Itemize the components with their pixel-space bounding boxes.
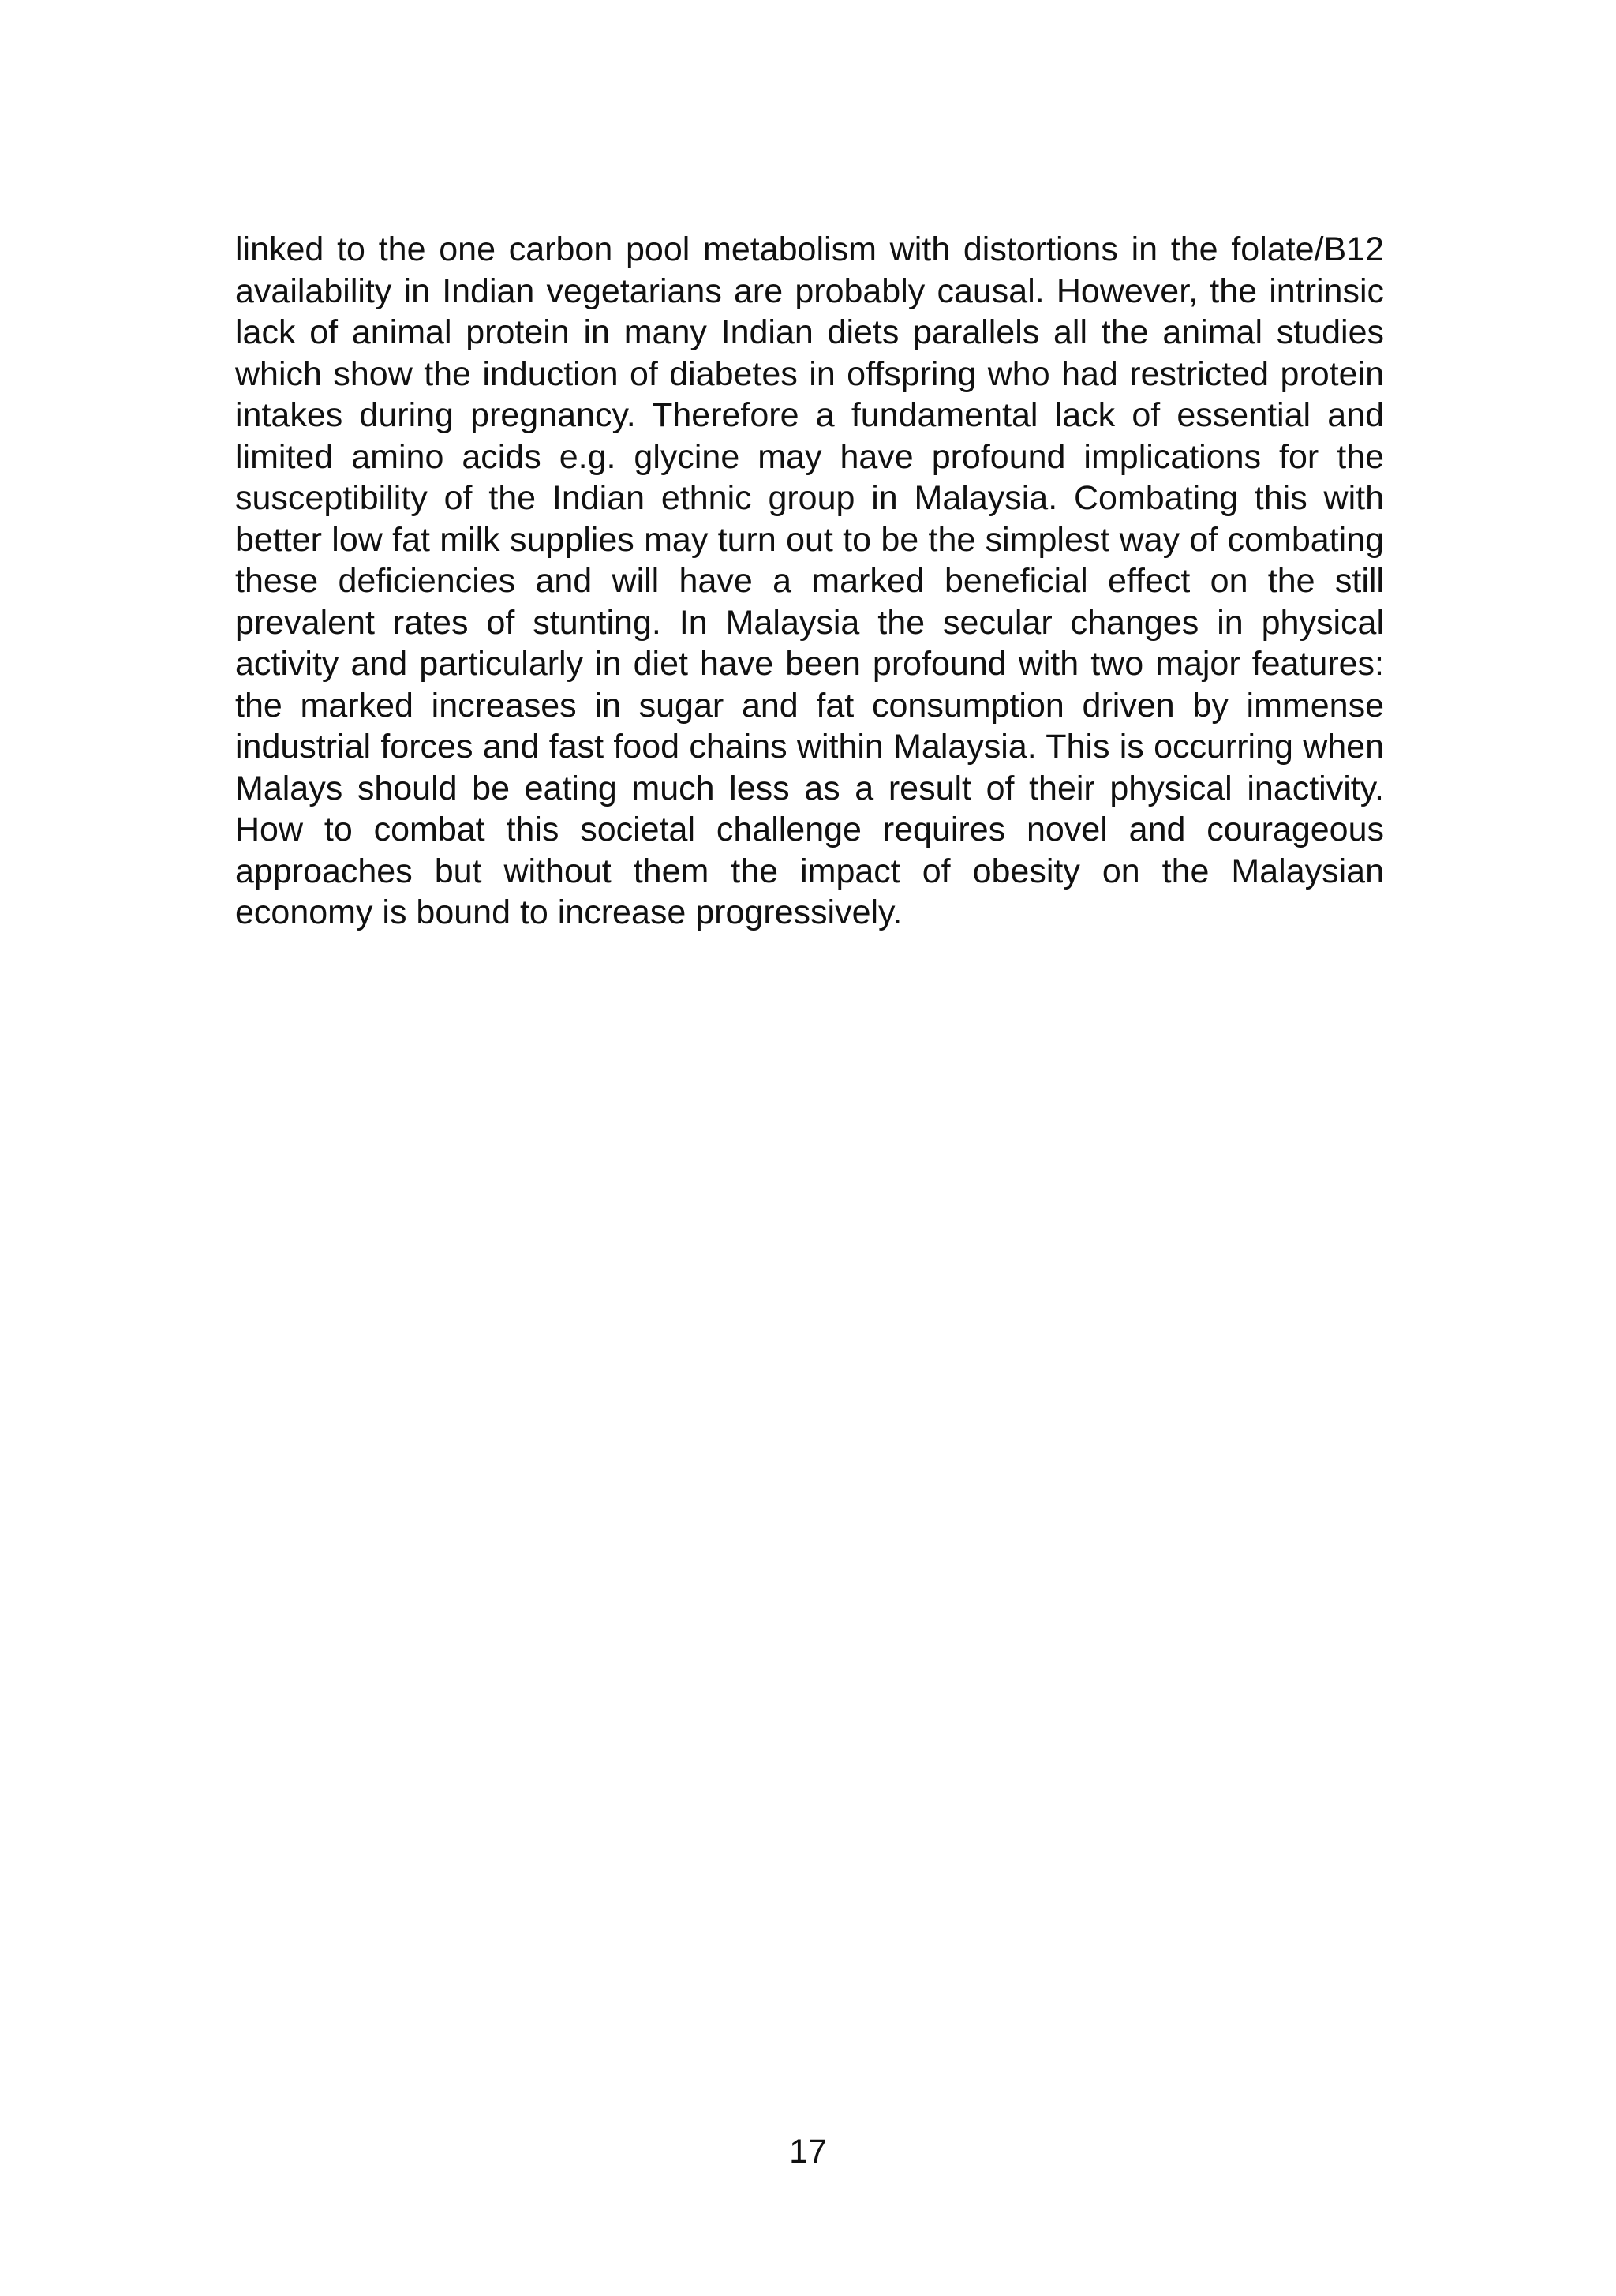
body-paragraph: linked to the one carbon pool metabolism with distortions in the folate/B12 availability in Indian vegetarians are probably causal. However, the intrinsic lack of animal protein in many Indian diets parallels all the animal studies which show the induction of diabetes in offspring who had restricted protein intakes during pregnancy. Therefore a fundamental lack of essential and limited amino acids e.g. glycine may have profound implications for the susceptibility of the Indian ethnic group in Malaysia. Combating this with better low fat milk supplies may turn out to be the simplest way of combating these deficiencies and will have a marked beneficial effect on the still prevalent rates of stunting. In Malaysia the secular changes in physical activity and particularly in diet have been profound with two major features: the marked increases in sugar and fat consumption driven by immense industrial forces and fast food chains within Malaysia. This is occurring when Malays should be eating much less as a result of their physical inactivity. How to combat this societal challenge requires novel and courageous approaches but without them the impact of obesity on the Malaysian economy is bound to increase progressively.: [235, 230, 1384, 931]
page-number: 17: [789, 2133, 827, 2171]
